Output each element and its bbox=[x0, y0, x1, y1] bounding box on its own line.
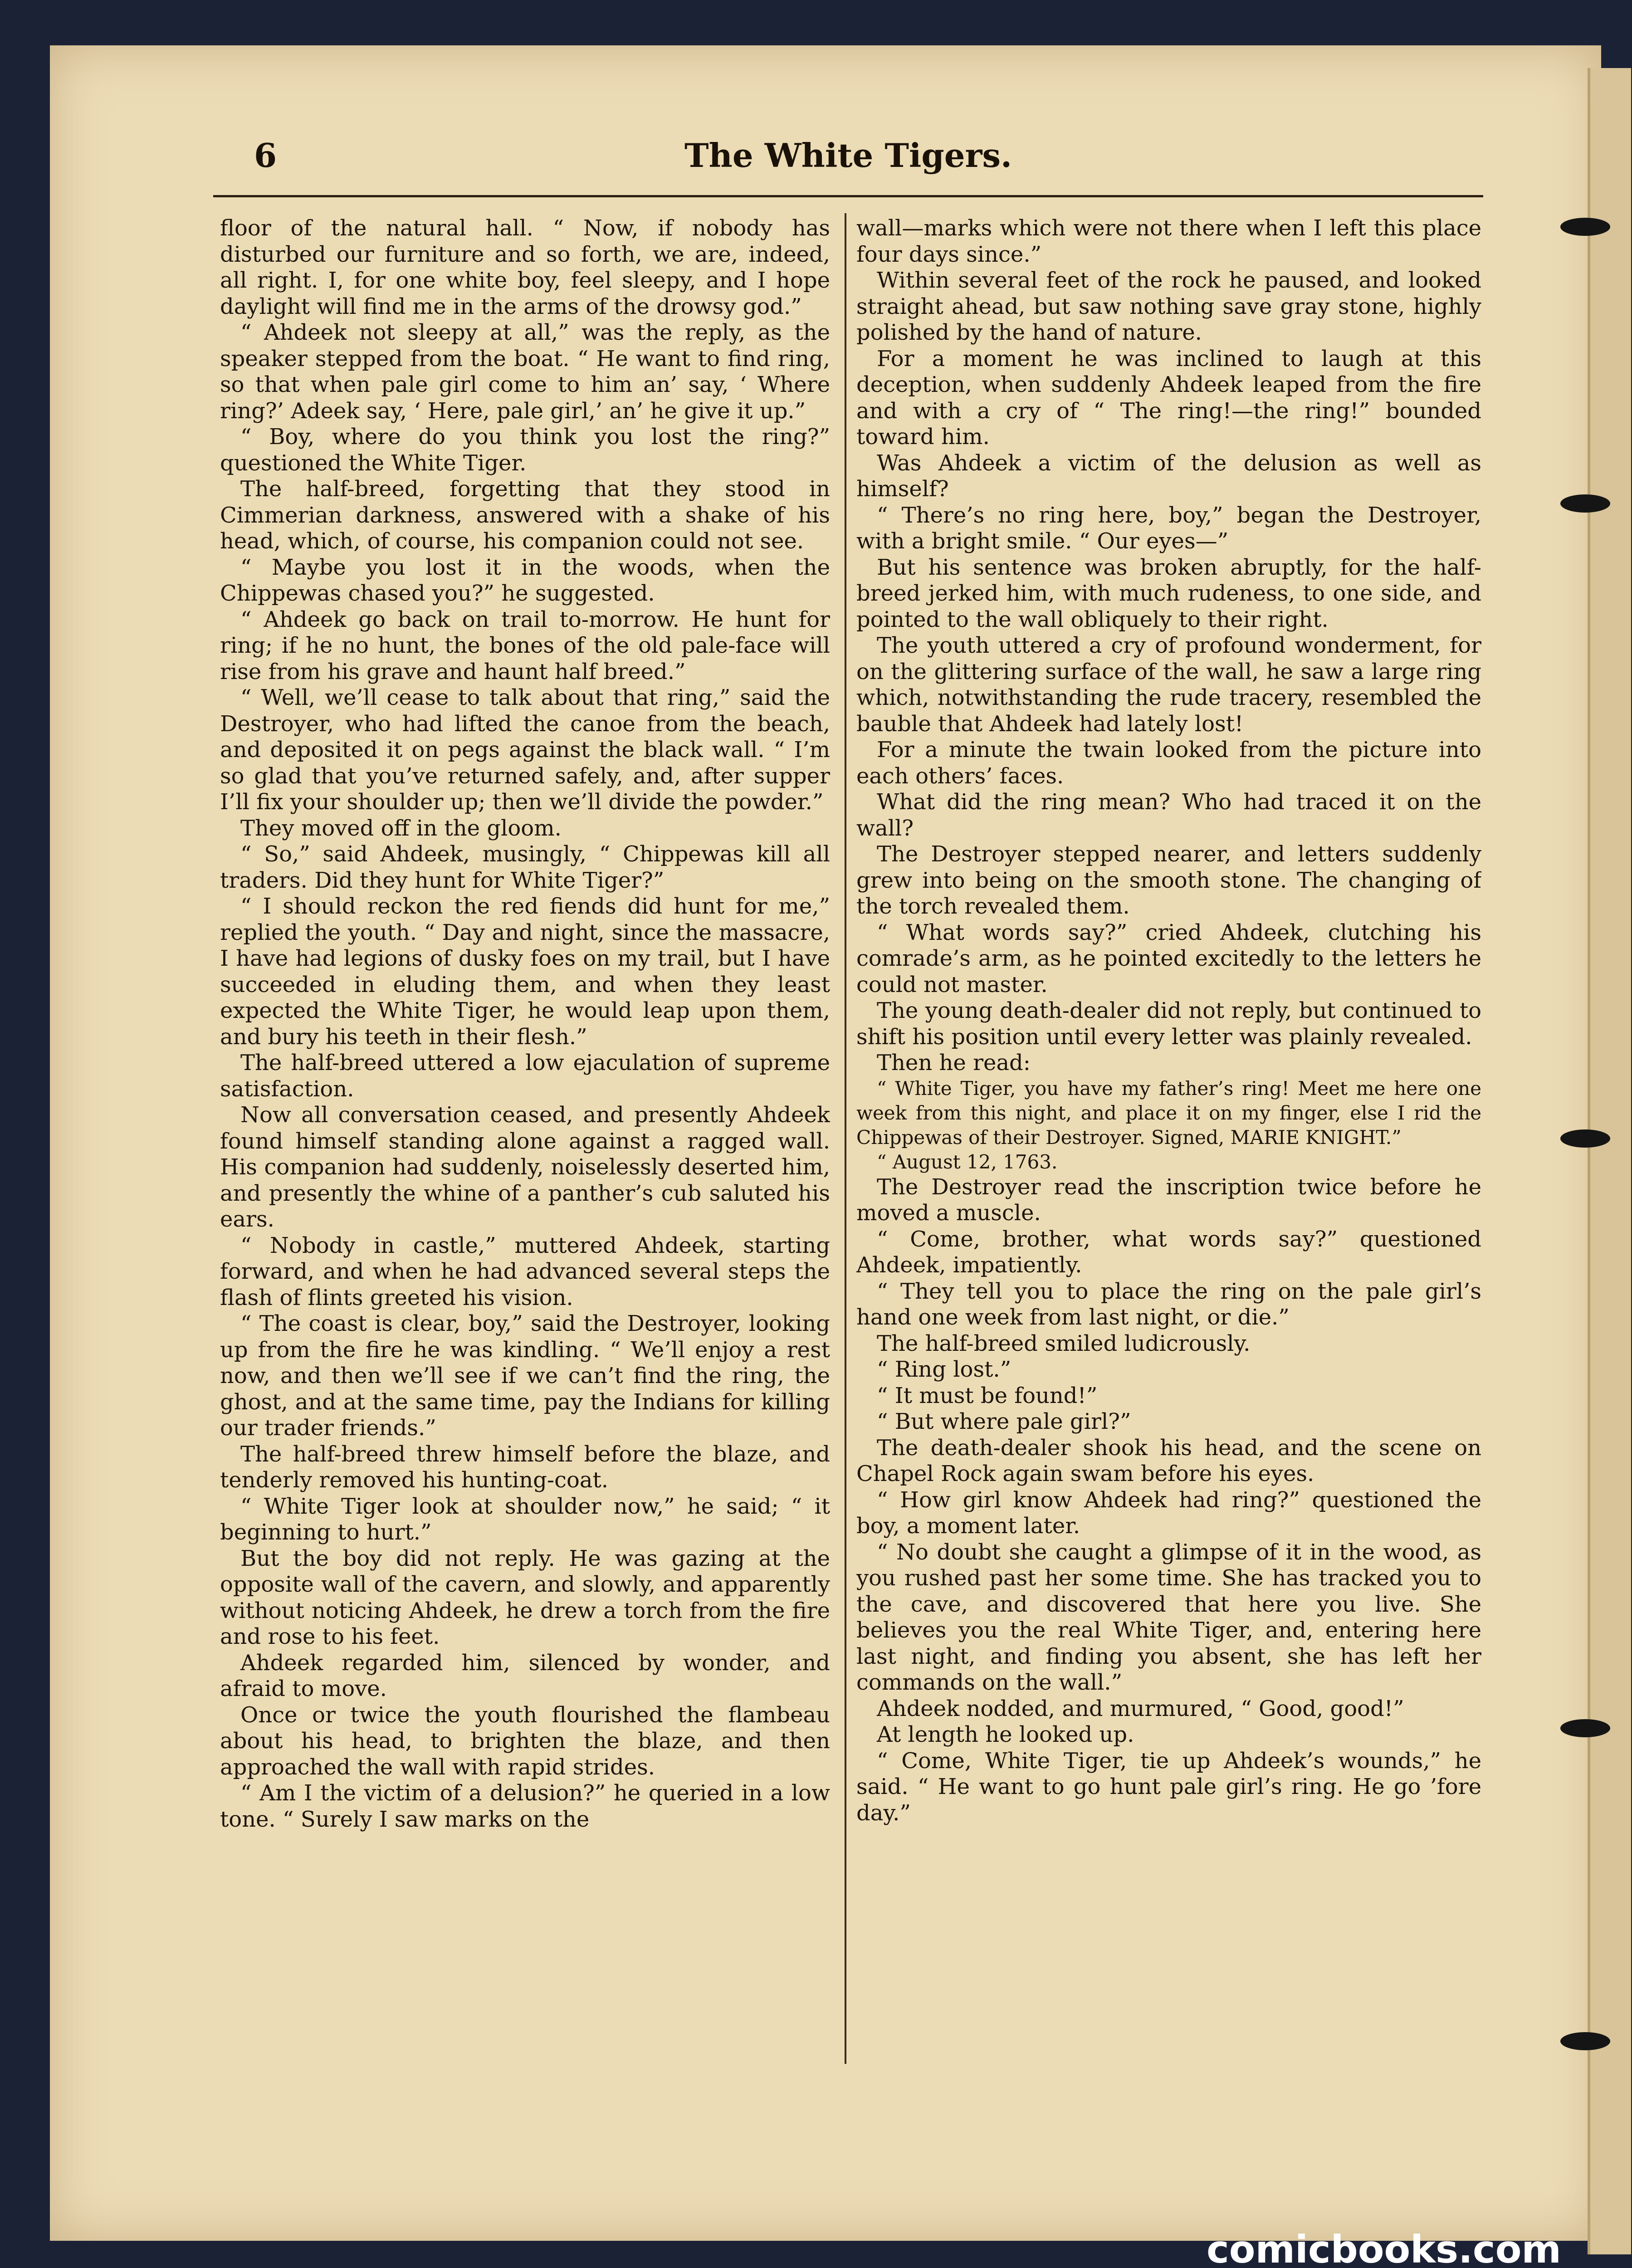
paragraph: “ But where pale girl?” bbox=[877, 1409, 1131, 1434]
staple-3 bbox=[1560, 1129, 1610, 1148]
staple-5 bbox=[1560, 2032, 1610, 2050]
watermark: comicbooks.com bbox=[1207, 2227, 1561, 2268]
paragraph: “ White Tiger look at shoulder now,” he said; “ it beginning to hurt.” bbox=[220, 1493, 830, 1545]
paragraph: Within several feet of the rock he paused, and looked straight ahead, but saw nothing save gray stone, highly polished by the hand of nature. bbox=[856, 268, 1481, 345]
paragraph: “ It must be found!” bbox=[877, 1383, 1098, 1408]
paragraph: For a minute the twain looked from the picture into each others’ faces. bbox=[856, 737, 1481, 789]
paragraph: The young death-dealer did not reply, but continued to shift his position until every letter was plainly revealed. bbox=[856, 998, 1481, 1050]
paragraph: Ahdeek nodded, and murmured, “ Good, good!” bbox=[877, 1696, 1404, 1721]
page-header bbox=[213, 132, 1483, 195]
paragraph: Then he read: bbox=[877, 1050, 1031, 1075]
paragraph: Once or twice the youth flourished the flambeau about his head, to brighten the blaze, and then approached the wall with rapid strides. bbox=[220, 1702, 830, 1780]
paragraph: “ Come, brother, what words say?” questioned Ahdeek, impatiently. bbox=[856, 1226, 1481, 1278]
column-divider bbox=[845, 213, 846, 2064]
staple-2 bbox=[1560, 494, 1610, 513]
paragraph: The youth uttered a cry of profound wonderment, for on the glittering surface of the wall, he saw a large ring which, notwithstanding the rude tracery, resembled the bauble that Ahdeek had lately lost! bbox=[856, 633, 1481, 737]
page-number: 6 bbox=[254, 136, 277, 175]
paragraph: At length he looked up. bbox=[877, 1722, 1134, 1747]
paragraph: The half-breed, forgetting that they stood in Cimmerian darkness, answered with a shake of his head, which, of course, his companion could not see. bbox=[220, 476, 830, 554]
paragraph: “ No doubt she caught a glimpse of it in the wood, as you rushed past her some time. She has tracked you to the cave, and discovered that here you live. She believes you the real White Tiger, and, entering here last night, and finding you absent, she has left her commands on the wall.” bbox=[856, 1539, 1481, 1695]
paragraph: For a moment he was inclined to laugh at this deception, when suddenly Ahdeek leaped from the fire and with a cry of “ The ring!—the ring!” bounded toward him. bbox=[856, 346, 1481, 450]
running-title: The White Tigers. bbox=[684, 136, 1012, 175]
paragraph: “ Come, White Tiger, tie up Ahdeek’s wounds,” he said. “ He want to go hunt pale girl’s ring. He go ’fore day.” bbox=[856, 1748, 1481, 1826]
paragraph: What did the ring mean? Who had traced it on the wall? bbox=[856, 789, 1481, 841]
paragraph: The death-dealer shook his head, and the scene on Chapel Rock again swam before his eyes. bbox=[856, 1435, 1481, 1486]
paragraph: “ Nobody in castle,” muttered Ahdeek, starting forward, and when he had advanced several steps the flash of flints greeted his vision. bbox=[220, 1232, 830, 1310]
paragraph: “ August 12, 1763. bbox=[877, 1150, 1058, 1173]
paragraph: But his sentence was broken abruptly, for the half-breed jerked him, with much rudeness, to one side, and pointed to the wall obliquely to their right. bbox=[856, 554, 1481, 632]
paragraph: “ The coast is clear, boy,” said the Destroyer, looking up from the fire he was kindling. “ We’ll enjoy a rest now, and then we’ll see if we can’t find the ring, the ghost, and at the same time, pay the Indians for killing our trader friends.” bbox=[220, 1311, 830, 1441]
paragraph: “ Ring lost.” bbox=[877, 1357, 1011, 1382]
left-column bbox=[220, 215, 830, 2066]
paragraph: “ There’s no ring here, boy,” began the Destroyer, with a bright smile. “ Our eyes—” bbox=[856, 502, 1481, 554]
staple-4 bbox=[1560, 1719, 1610, 1737]
staple-1 bbox=[1560, 218, 1610, 236]
header-rule bbox=[213, 195, 1483, 197]
paragraph: floor of the natural hall. “ Now, if nobody has disturbed our furniture and so forth, we are, indeed, all right. I, for one white boy, feel sleepy, and I hope daylight will find me in the arms of the drowsy god.” bbox=[220, 215, 830, 319]
paragraph: “ Am I the victim of a delusion?” he queried in a low tone. “ Surely I saw marks on the bbox=[220, 1780, 830, 1832]
paragraph: “ Well, we’ll cease to talk about that ring,” said the Destroyer, who had lifted the canoe from the beach, and deposited it on pegs against the black wall. “ I’m so glad that you’ve returned safely, and, after supper I’ll fix your shoulder up; then we’ll divide the powder.” bbox=[220, 685, 830, 815]
paragraph: “ How girl know Ahdeek had ring?” questioned the boy, a moment later. bbox=[856, 1487, 1481, 1539]
paragraph: “ I should reckon the red fiends did hunt for me,” replied the youth. “ Day and night, since the massacre, I have had legions of dusky foes on my trail, but I have succeeded in eluding them, and when they least expected the White Tiger, he would leap upon them, and bury his teeth in their flesh.” bbox=[220, 894, 830, 1050]
paragraph: “ So,” said Ahdeek, musingly, “ Chippewas kill all traders. Did they hunt for White Tiger?” bbox=[220, 841, 830, 893]
paragraph: They moved off in the gloom. bbox=[240, 815, 562, 841]
paragraph: “ White Tiger, you have my father’s ring! Meet me here one week from this night, and place it on my finger, else I rid the Chippewas of their Destroyer. Signed, MARIE KNIGHT.” bbox=[856, 1077, 1481, 1149]
paragraph: “ Maybe you lost it in the woods, when the Chippewas chased you?” he suggested. bbox=[220, 554, 830, 606]
paragraph: Now all conversation ceased, and presently Ahdeek found himself standing alone against a ragged wall. His companion had suddenly, noiselessly deserted him, and presently the whine of a panther’s cub saluted his ears. bbox=[220, 1102, 830, 1232]
paragraph: “ Boy, where do you think you lost the ring?” questioned the White Tiger. bbox=[220, 424, 830, 476]
paragraph: “ Ahdeek go back on trail to-morrow. He hunt for ring; if he no hunt, the bones of the old pale-face will rise from his grave and haunt half breed.” bbox=[220, 606, 830, 684]
paragraph: Was Ahdeek a victim of the delusion as well as himself? bbox=[856, 450, 1481, 502]
paragraph: Ahdeek regarded him, silenced by wonder, and afraid to move. bbox=[220, 1650, 830, 1701]
paragraph: “ Ahdeek not sleepy at all,” was the reply, as the speaker stepped from the boat. “ He want to find ring, so that when pale girl come to him an’ say, ‘ Where ring?’ Adeek say, ‘ Here, pale girl,’ an’ he give it up.” bbox=[220, 320, 830, 424]
binding-spine bbox=[1588, 68, 1631, 2254]
paragraph: But the boy did not reply. He was gazing at the opposite wall of the cavern, and slowly, and apparently without noticing Ahdeek, he drew a torch from the fire and rose to his feet. bbox=[220, 1545, 830, 1649]
right-column bbox=[856, 215, 1481, 2066]
paragraph: The Destroyer read the inscription twice before he moved a muscle. bbox=[856, 1174, 1481, 1226]
paragraph: wall—marks which were not there when I left this place four days since.” bbox=[856, 215, 1481, 267]
paragraph: The half-breed uttered a low ejaculation of supreme satisfaction. bbox=[220, 1050, 830, 1102]
paragraph: The Destroyer stepped nearer, and letters suddenly grew into being on the smooth stone. The changing of the torch revealed them. bbox=[856, 841, 1481, 919]
paragraph: “ What words say?” cried Ahdeek, clutching his comrade’s arm, as he pointed excitedly to the letters he could not master. bbox=[856, 919, 1481, 997]
paragraph: The half-breed smiled ludicrously. bbox=[877, 1330, 1251, 1356]
paragraph: “ They tell you to place the ring on the pale girl’s hand one week from last night, or die.” bbox=[856, 1278, 1481, 1330]
paragraph: The half-breed threw himself before the blaze, and tenderly removed his hunting-coat. bbox=[220, 1441, 830, 1493]
